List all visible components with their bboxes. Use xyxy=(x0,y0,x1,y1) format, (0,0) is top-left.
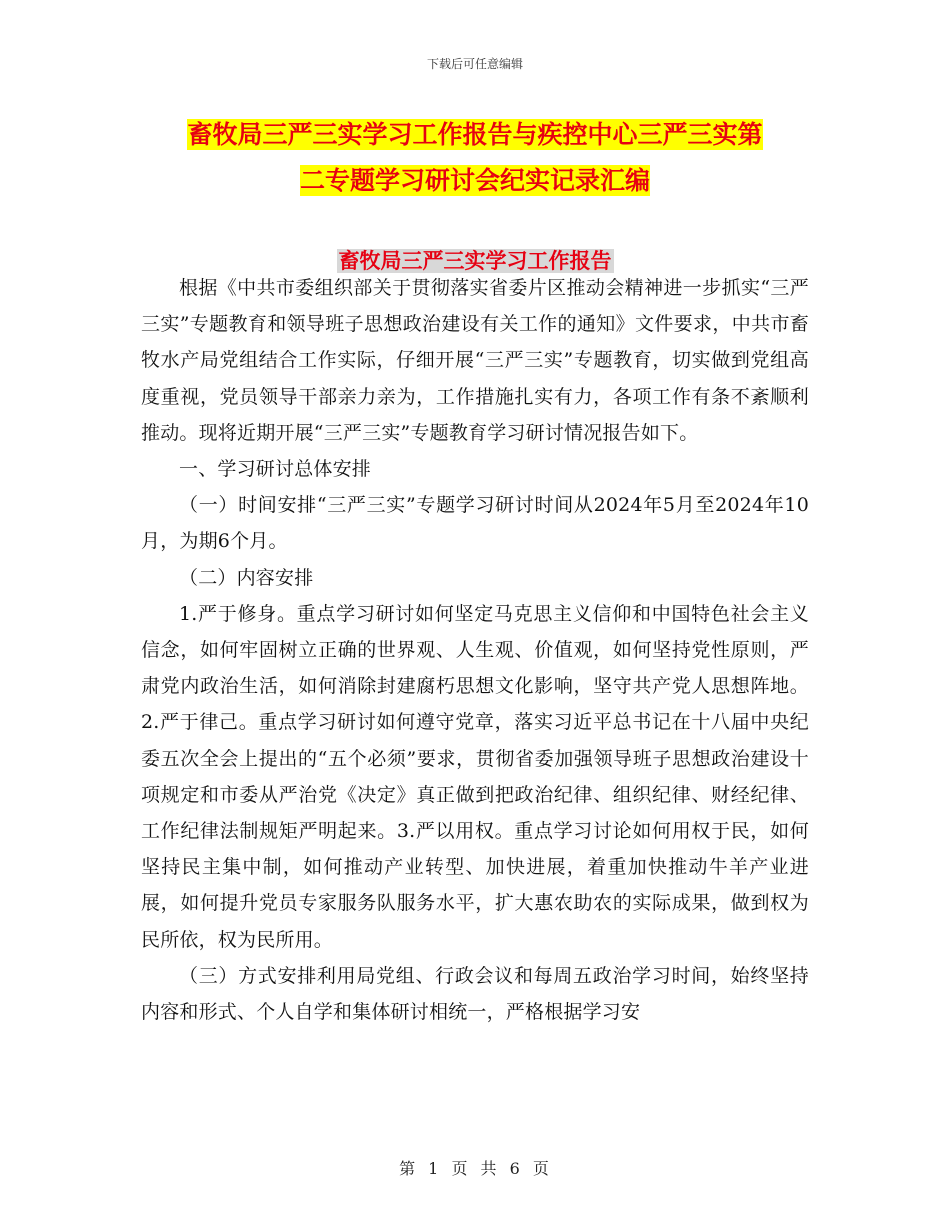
paragraph-time-arrangement: （一）时间安排“三严三实”专题学习研讨时间从2024年5月至2024年10月，为期6个月。 xyxy=(141,494,809,553)
page-footer: 第 1 页 共 6 页 xyxy=(399,1159,551,1178)
header-note: 下载后可任意编辑 xyxy=(426,57,523,71)
paragraph-method-arrangement: （三）方式安排利用局党组、行政会议和每周五政治学习时间，始终坚持内容和形式、个人自学和集体研讨相统一，严格根据学习安 xyxy=(141,964,809,1024)
paragraph-content-details: 1.严于修身。重点学习研讨如何坚定马克思主义信仰和中国特色社会主义信念，如何牢固树立正确的世界观、人生观、价值观，如何坚持党性原则，严肃党内政治生活，如何消除封建腐朽思想文化影响，坚守共产党人思想阵地。2.严于律己。重点学习研讨如何遵守党章，落实习近平总书记在十八届中央纪委五次全会上提出的“五个必须”要求，贯彻省委加强领导班子思想政治建设十项规定和市委从严治党《决定》真正做到把政治纪律、组织纪律、财经纪律、工作纪律法制规矩严明起来。3.严以用权。重点学习讨论如何用权于民，如何坚持民主集中制，如何推动产业转型、加快进展，着重加快推动牛羊产业进展，如何提升党员专家服务队服务水平，扩大惠农助农的实际成果，做到权为民所依，权为民所用。 xyxy=(141,602,809,951)
document-title-line-1: 畜牧局三严三实学习工作报告与疾控中心三严三实第 xyxy=(187,120,763,149)
document-title-line-2: 二专题学习研讨会纪实记录汇编 xyxy=(299,166,650,195)
heading-overall-arrangement: 一、学习研讨总体安排 xyxy=(179,458,372,481)
document-title xyxy=(120,112,830,204)
heading-content-arrangement: （二）内容安排 xyxy=(179,566,314,589)
section-title-text: 畜牧局三严三实学习工作报告 xyxy=(338,249,612,273)
document-body xyxy=(141,270,809,1030)
paragraph-intro: 根据《中共市委组织部关于贯彻落实省委片区推动会精神进一步抓实“三严三实”专题教育和领导班子思想政治建设有关工作的通知》文件要求，中共市畜牧水产局党组结合工作实际，仔细开展“三严三实”专题教育，切实做到党组高度重视，党员领导干部亲力亲为，工作措施扎实有力，各项工作有条不紊顺利推动。现将近期开展“三严三实”专题教育学习研讨情况报告如下。 xyxy=(141,277,809,444)
